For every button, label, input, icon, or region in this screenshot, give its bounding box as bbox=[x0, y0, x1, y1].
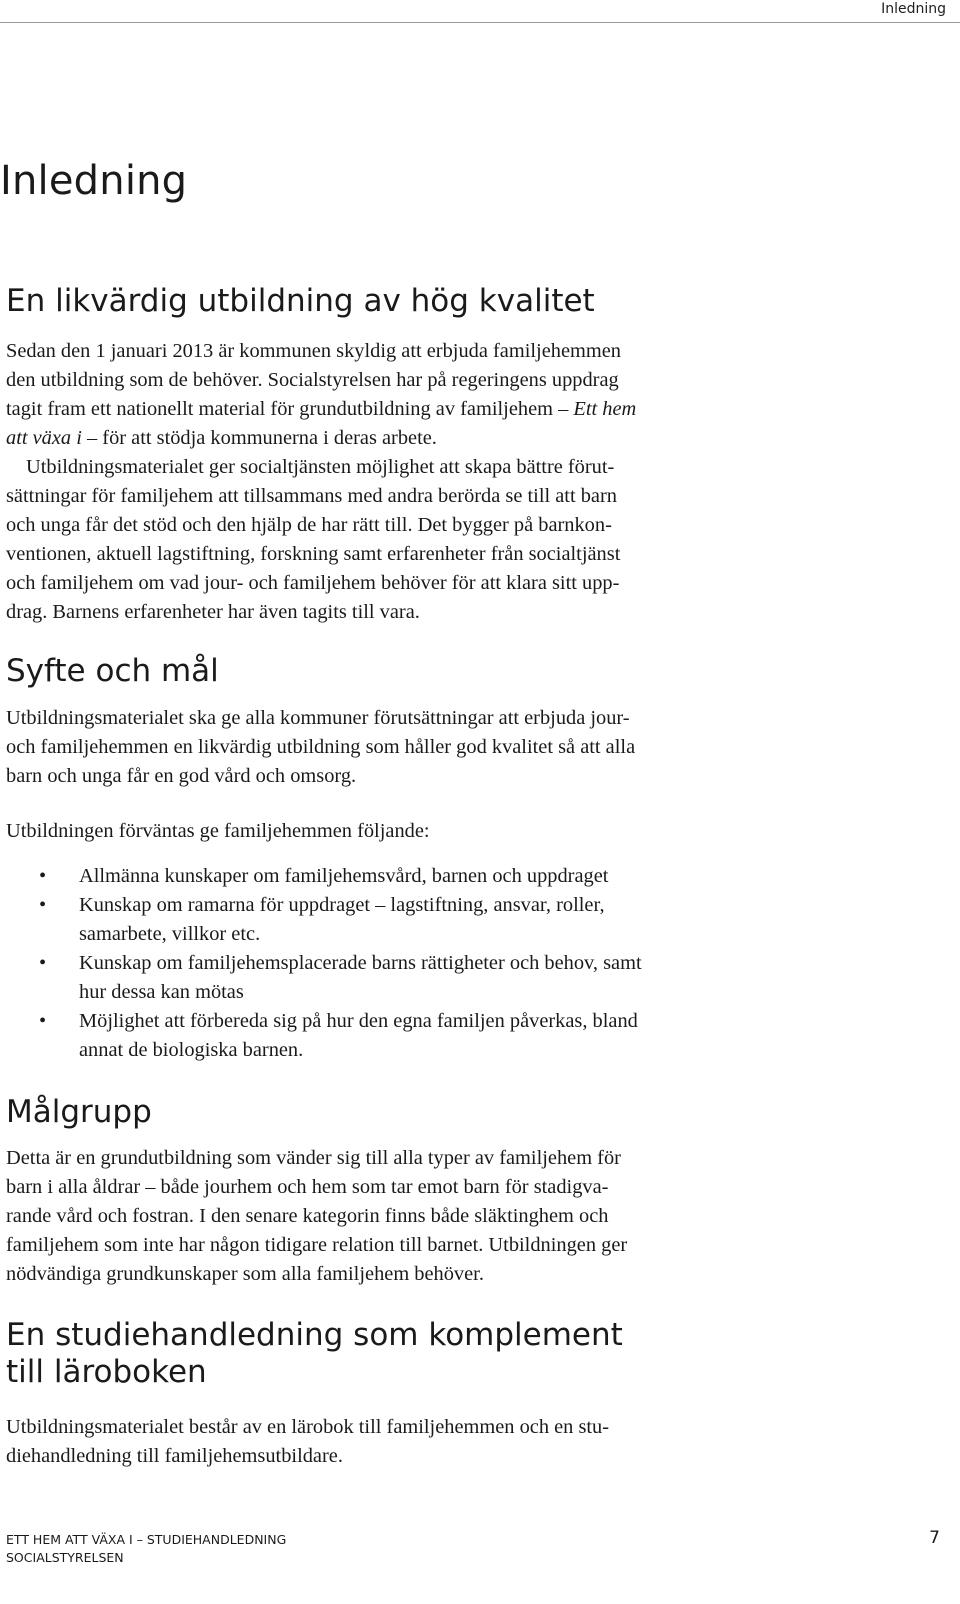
footer-publisher: SOCIALSTYRELSEN bbox=[6, 1550, 124, 1565]
list-item bbox=[6, 891, 906, 949]
heading-line: till läroboken bbox=[6, 1353, 207, 1390]
text-line: nödvändiga grundkunskaper som alla familjehem behöver. bbox=[6, 1263, 484, 1285]
text-line: annat de biologiska barnen. bbox=[79, 1039, 304, 1061]
section-studiehandledning bbox=[6, 1317, 906, 1390]
text-line: drag. Barnens erfarenheter har även tagits till vara. bbox=[6, 601, 420, 623]
page-number: 7 bbox=[929, 1528, 940, 1548]
section-heading: Syfte och mål bbox=[6, 653, 219, 689]
paragraph bbox=[6, 1144, 906, 1289]
section-heading bbox=[6, 1317, 906, 1390]
text-line: familjehem som inte har någon tidigare relation till barnet. Utbildningen ger bbox=[6, 1234, 628, 1256]
text-line: sättningar för familjehem att tillsammans med andra berörda se till att barn bbox=[6, 485, 617, 507]
paragraph: Utbildningen förväntas ge familjehemmen följande: bbox=[6, 820, 430, 842]
text-line: – för att stödja kommunerna i deras arbete. bbox=[81, 427, 437, 449]
bullet-icon: • bbox=[39, 865, 47, 887]
text-line: Detta är en grundutbildning som vänder sig till alla typer av familjehem för bbox=[6, 1147, 621, 1169]
section-studiehandledning-body bbox=[6, 1413, 906, 1471]
section-likvardig-body bbox=[6, 337, 906, 627]
text-line: barn och unga får en god vård och omsorg. bbox=[6, 765, 357, 787]
page-title: Inledning bbox=[0, 158, 188, 204]
paragraph bbox=[6, 1413, 906, 1471]
running-header bbox=[0, 0, 960, 23]
section-malgrupp-body bbox=[6, 1144, 906, 1289]
section-syfte-body bbox=[6, 704, 906, 791]
bullet-icon: • bbox=[39, 1010, 47, 1032]
section-heading: En likvärdig utbildning av hög kvalitet bbox=[6, 283, 595, 319]
heading-line: En studiehandledning som komplement bbox=[6, 1317, 623, 1353]
text-line: tagit fram ett nationellt material för grundutbildning av familjehem – bbox=[6, 398, 574, 420]
page-footer bbox=[6, 1531, 286, 1567]
text-line: Kunskap om ramarna för uppdraget – lagstiftning, ansvar, roller, bbox=[79, 894, 605, 916]
section-likvardig-utbildning bbox=[6, 283, 906, 320]
running-header-title: Inledning bbox=[881, 1, 946, 17]
text-line: hur dessa kan mötas bbox=[79, 981, 244, 1003]
text-line: Utbildningsmaterialet ger socialtjänsten möjlighet att skapa bättre förut- bbox=[26, 456, 615, 478]
text-line: rande vård och fostran. I den senare kategorin finns både släktinghem och bbox=[6, 1205, 609, 1227]
section-malgrupp bbox=[6, 1094, 906, 1131]
section-syfte bbox=[6, 653, 906, 690]
text-line: barn i alla åldrar – både jourhem och hem som tar emot barn för stadigva- bbox=[6, 1176, 609, 1198]
paragraph bbox=[6, 704, 906, 791]
list-item bbox=[6, 862, 906, 891]
text-line: och familjehem om vad jour- och familjehem behöver för att klara sitt upp- bbox=[6, 572, 620, 594]
text-line: den utbildning som de behöver. Socialstyrelsen har på regeringens uppdrag bbox=[6, 369, 619, 391]
text-line: Utbildningsmaterialet ska ge alla kommuner förutsättningar att erbjuda jour- bbox=[6, 707, 630, 729]
text-line: Sedan den 1 januari 2013 är kommunen skyldig att erbjuda familjehemmen bbox=[6, 340, 621, 362]
text-line: Möjlighet att förbereda sig på hur den egna familjen påverkas, bland bbox=[79, 1010, 638, 1032]
text-line: Kunskap om familjehemsplacerade barns rättigheter och behov, samt bbox=[79, 952, 642, 974]
text-line: och unga får det stöd och den hjälp de har rätt till. Det bygger på barnkon- bbox=[6, 514, 612, 536]
section-syfte-intro bbox=[6, 817, 906, 846]
goals-list bbox=[6, 862, 906, 1065]
text-line: Allmänna kunskaper om familjehemsvård, barnen och uppdraget bbox=[79, 865, 609, 887]
text-line: ventionen, aktuell lagstiftning, forskning samt erfarenheter från socialtjänst bbox=[6, 543, 621, 565]
list-item bbox=[6, 949, 906, 1007]
text-line: diehandledning till familjehemsutbildare. bbox=[6, 1445, 343, 1467]
text-line: och familjehemmen en likvärdig utbildning som håller god kvalitet så att alla bbox=[6, 736, 636, 758]
footer-publication-title: ETT HEM ATT VÄXA I – STUDIEHANDLEDNING bbox=[6, 1532, 287, 1547]
paragraph bbox=[6, 337, 906, 627]
book-title: att växa i bbox=[6, 427, 82, 449]
list-item bbox=[6, 1007, 906, 1065]
text-line: samarbete, villkor etc. bbox=[79, 923, 261, 945]
bullet-icon: • bbox=[39, 894, 47, 916]
bullet-icon: • bbox=[39, 952, 47, 974]
book-title: Ett hem bbox=[573, 398, 637, 420]
section-heading: Målgrupp bbox=[6, 1094, 152, 1130]
text-line: Utbildningsmaterialet består av en lärobok till familjehemmen och en stu- bbox=[6, 1416, 610, 1438]
